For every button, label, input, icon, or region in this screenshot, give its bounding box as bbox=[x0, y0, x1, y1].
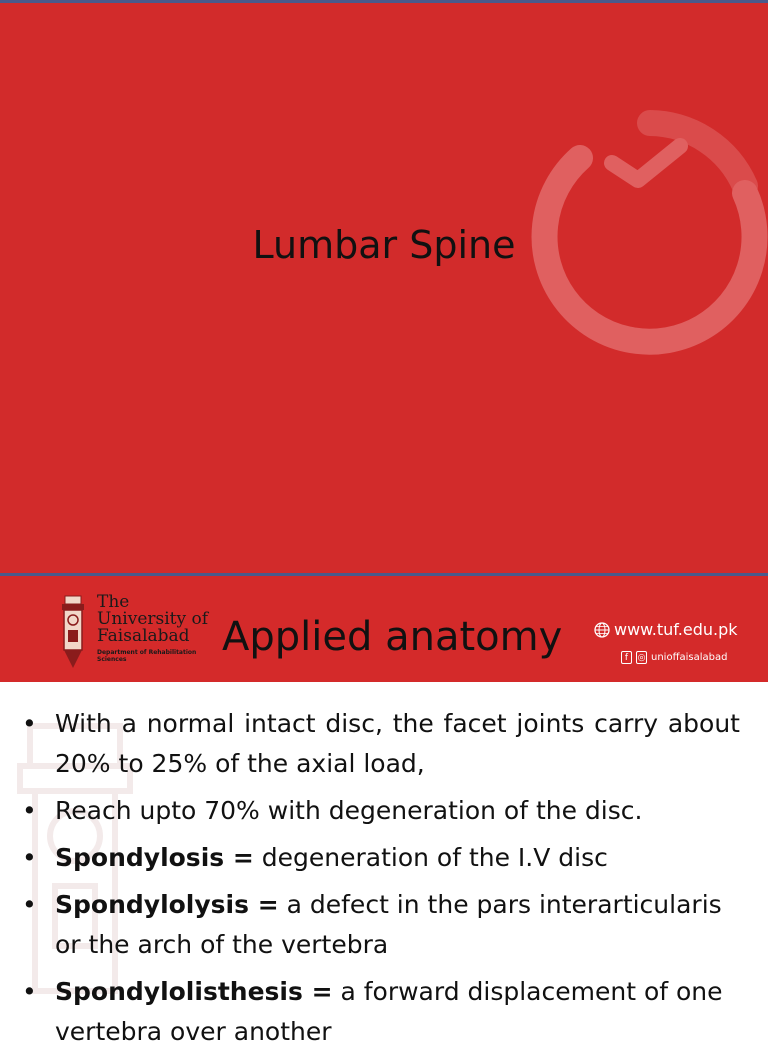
facebook-icon: f bbox=[621, 651, 632, 664]
tower-logo-icon bbox=[55, 592, 91, 672]
list-item: • Spondylosis = degeneration of the I.V disc bbox=[22, 843, 608, 872]
logo-department: Department of Rehabilitation Sciences bbox=[97, 649, 197, 663]
instagram-icon: ◎ bbox=[637, 653, 646, 663]
social-handle[interactable] bbox=[621, 651, 727, 664]
content-slide bbox=[0, 576, 768, 1046]
university-logo bbox=[55, 592, 215, 672]
website-link[interactable] bbox=[594, 620, 738, 639]
logo-wordmark: The University of Faisalabad bbox=[97, 592, 209, 646]
list-item: • Spondylolysis = a defect in the pars interarticularis or the arch of the vertebra bbox=[22, 890, 722, 959]
list-item: • Reach upto 70% with degeneration of the disc. bbox=[22, 796, 643, 825]
list-item: • Spondylolisthesis = a forward displacement of one vertebra over another bbox=[22, 977, 723, 1046]
list-item: • With a normal intact disc, the facet joints carry about 20% to 25% of the axial load, bbox=[22, 709, 740, 778]
website-text: www.tuf.edu.pk bbox=[614, 620, 738, 639]
globe-icon bbox=[594, 622, 610, 638]
bullet-list bbox=[22, 704, 740, 1059]
slide-title: Lumbar Spine bbox=[252, 223, 516, 267]
social-handle-text: unioffaisalabad bbox=[651, 652, 728, 663]
header-bar bbox=[0, 576, 768, 682]
slide-title: Applied anatomy bbox=[222, 614, 563, 660]
